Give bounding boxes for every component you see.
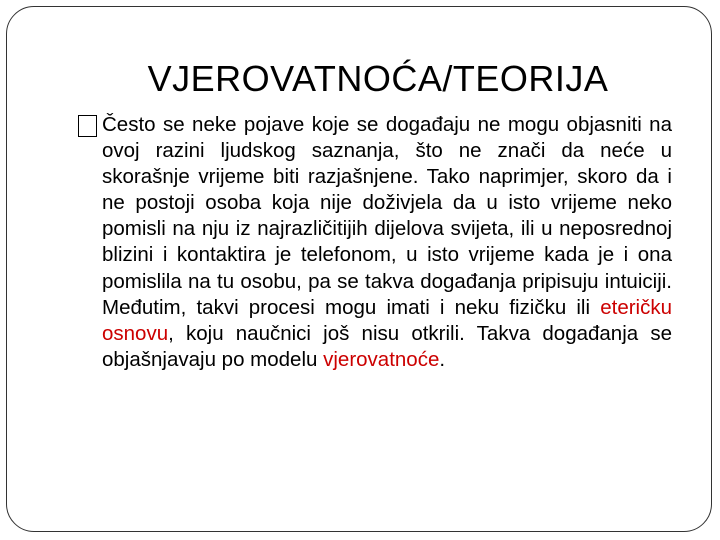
highlight-probability: vjerovatnoće [323, 347, 440, 371]
bullet-text-part-3: . [439, 347, 446, 371]
bullet-box-icon [78, 115, 97, 137]
bullet-text-part-1: Često se neke pojave koje se događaju ne mogu objasniti na ovoj razini ljudskog saznanja, što ne znači da neće u skorašnje vrijeme biti razjašnjene. Tako naprimjer, skoro da i ne postoji osoba koja nije doživjela da u isto vrijeme neko pomisli na nju iz najrazličitijih dijelova svijeta, ili u neposrednoj blizini i kontaktira je telefonom, u isto vrijeme kada je i ona pomislila na tu osobu, pa se takva događanja pripisuju intuiciji. Međutim, takvi procesi mogu imati i neku fizičku ili [102, 113, 672, 319]
bullet-text-part-2: , koju naučnici još nisu otkrili. Takva događanja se objašnjavaju po modelu [102, 321, 672, 371]
slide-title: VJEROVATNOĆA/TEORIJA [147, 58, 609, 99]
bullet-paragraph [102, 112, 672, 373]
highlight-eteric-basis: eteričku osnovu [102, 295, 672, 345]
